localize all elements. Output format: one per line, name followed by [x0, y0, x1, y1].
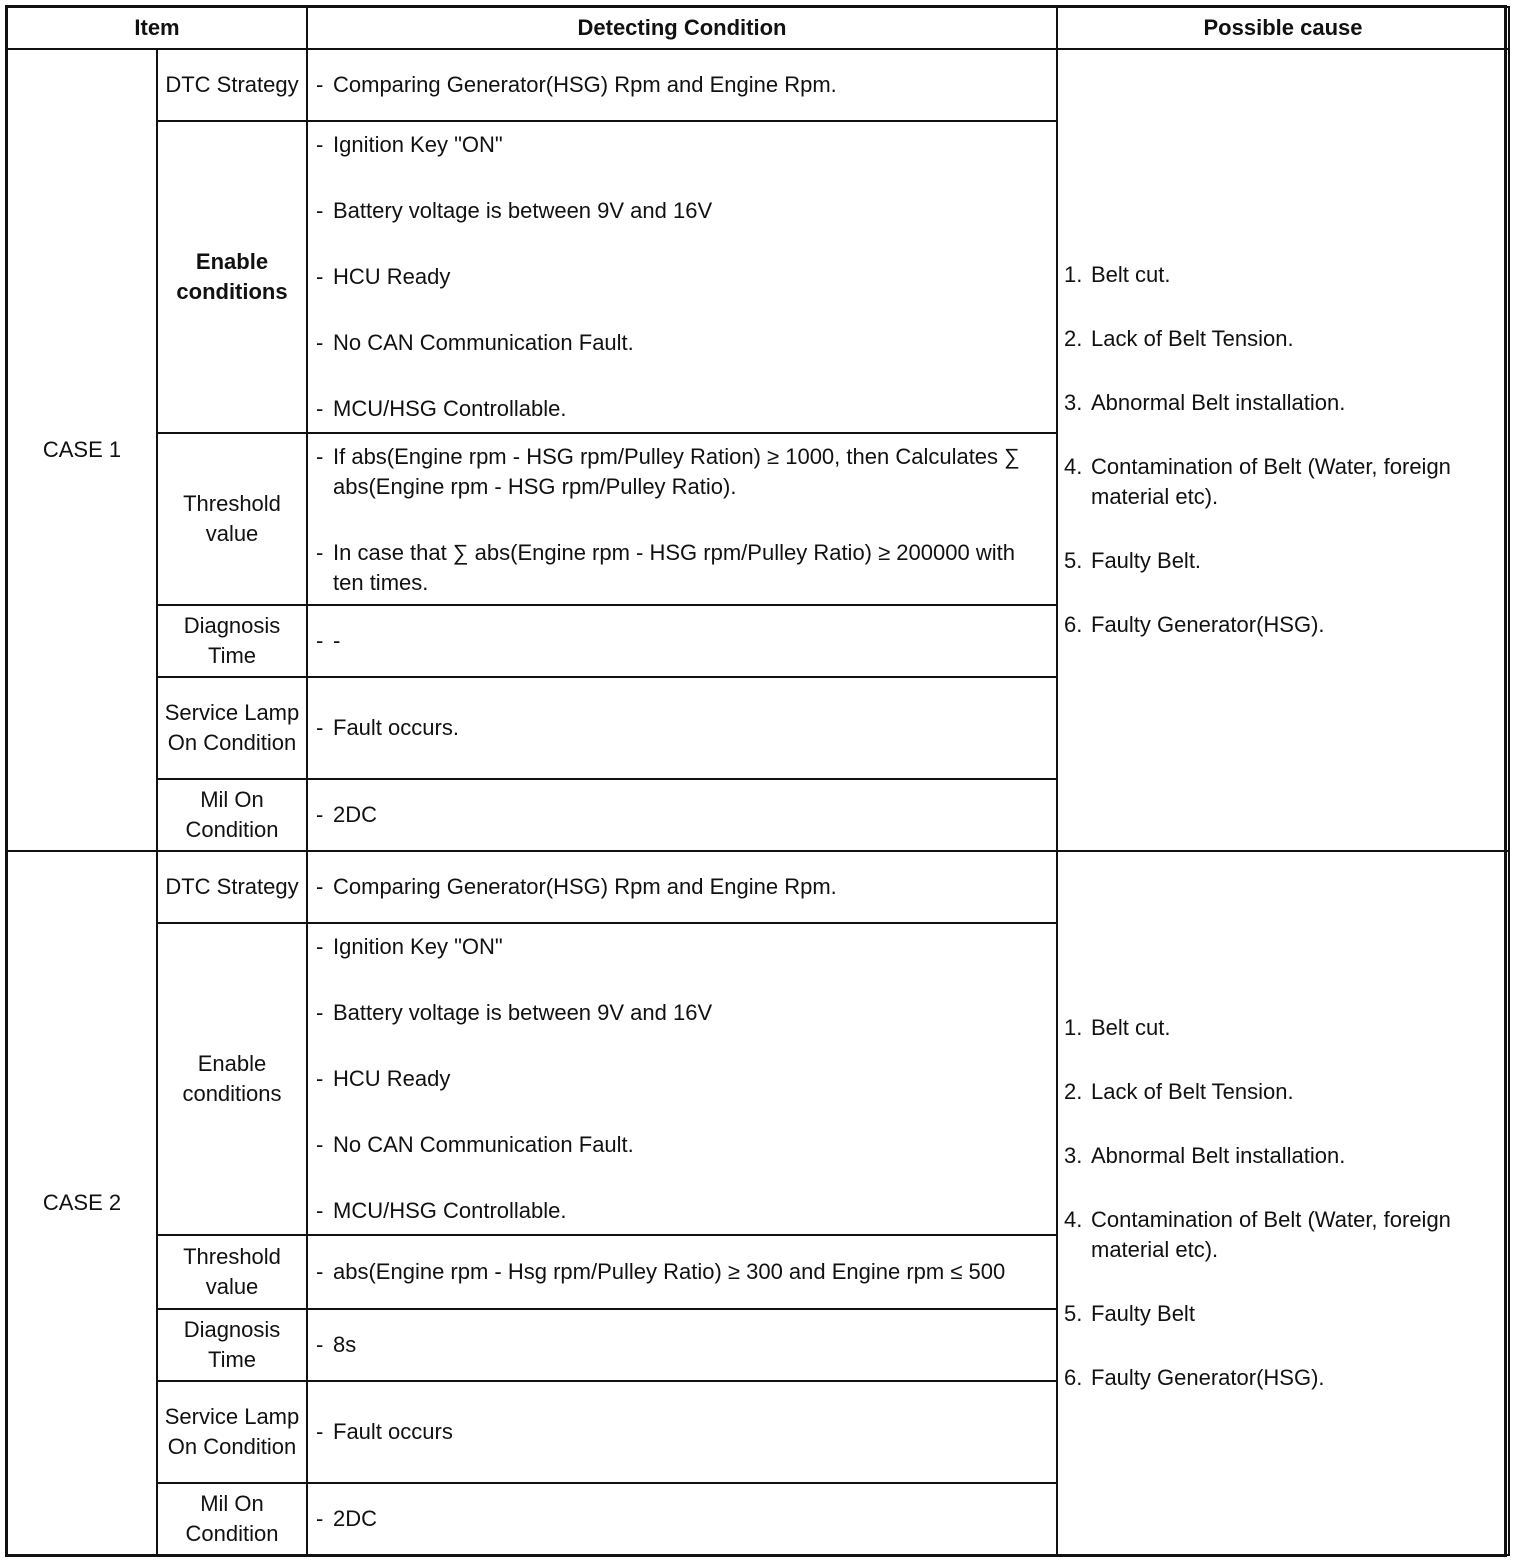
case2-diag-row: Diagnosis Time - 8s: [7, 1309, 1509, 1381]
dtc-table: [6, 6, 1510, 1556]
case1-enable-label: Enable conditions: [157, 121, 307, 433]
case1-causes: [1057, 49, 1509, 851]
enable-item: MCU/HSG Controllable.: [333, 1198, 567, 1223]
case2-lamp-row: Service Lamp On Condition - Fault occurs: [7, 1381, 1509, 1483]
case2-enable-label: Enable conditions: [157, 923, 307, 1235]
case1-threshold-label: Threshold value: [157, 433, 307, 605]
case2-lamp-value: Fault occurs: [333, 1419, 453, 1444]
cause-item: 2. Lack of Belt Tension.: [1064, 326, 1294, 351]
case1-mil-value: 2DC: [333, 802, 378, 827]
header-item: Item: [7, 7, 307, 49]
case2-mil-label: Mil On Condition: [157, 1483, 307, 1555]
case2-threshold-list: - abs(Engine rpm - Hsg rpm/Pulley Ratio) ≥ 300 and Engine rpm ≤ 500: [307, 1235, 1057, 1309]
cause-item: 4. Contamination of Belt (Water, foreign material etc).: [1064, 1207, 1451, 1262]
enable-item: HCU Ready: [333, 1066, 451, 1091]
case1-threshold-list: - If abs(Engine rpm - HSG rpm/Pulley Ration) ≥ 1000, then Calculates ∑ abs(Engine rpm - HSG rpm/Pulley Ratio). - In case that ∑ abs(Engine rpm - HSG rpm/Pulley Ratio) ≥ 200000 with ten times.: [307, 433, 1057, 605]
case1-enable-list: - Ignition Key "ON" - Battery voltage is between 9V and 16V - HCU Ready - No CAN Communication Fault. - MCU/HSG Controllable.: [307, 121, 1057, 433]
case1-dtc-row: CASE 1 DTC Strategy - Comparing Generator(HSG) Rpm and Engine Rpm. 1. Belt cut. 2. Lack of Belt Tension. 3. Abnormal Belt installation. 4. Contamination of Belt (Water, foreign material etc). 5. Faulty Belt. 6. Faulty Generator(HSG).: [7, 49, 1509, 121]
case2-dtc-label: DTC Strategy: [157, 851, 307, 923]
case2-threshold-label: Threshold value: [157, 1235, 307, 1309]
cause-item: 2. Lack of Belt Tension.: [1064, 1079, 1294, 1104]
cause-item: 1. Belt cut.: [1064, 1015, 1171, 1040]
case2-label: CASE 2: [7, 851, 157, 1555]
enable-item: Ignition Key "ON": [333, 934, 503, 959]
header-row: [7, 7, 1509, 49]
case2-diag-value: 8s: [333, 1332, 357, 1357]
case2-mil-value: 2DC: [333, 1506, 378, 1531]
case2-dtc-row: CASE 2 DTC Strategy - Comparing Generator(HSG) Rpm and Engine Rpm. 1. Belt cut. 2. Lack of Belt Tension. 3. Abnormal Belt installation. 4. Contamination of Belt (Water, foreign material etc). 5. Faulty Belt 6. Faulty Generator(HSG).: [7, 851, 1509, 923]
header-possible-cause: Possible cause: [1057, 7, 1509, 49]
cause-item: 6. Faulty Generator(HSG).: [1064, 612, 1325, 637]
cause-item: 6. Faulty Generator(HSG).: [1064, 1365, 1325, 1390]
cause-item: 4. Contamination of Belt (Water, foreign material etc).: [1064, 454, 1451, 509]
threshold-item: If abs(Engine rpm - HSG rpm/Pulley Ration) ≥ 1000, then Calculates ∑ abs(Engine rpm - HSG rpm/Pulley Ratio).: [333, 444, 1020, 499]
enable-item: Battery voltage is between 9V and 16V: [333, 1000, 713, 1025]
case1-lamp-label: Service Lamp On Condition: [157, 677, 307, 779]
case1-mil-row: Mil On Condition - 2DC: [7, 779, 1509, 851]
case1-dtc-value: Comparing Generator(HSG) Rpm and Engine Rpm.: [333, 72, 837, 97]
header-detecting-condition: Detecting Condition: [307, 7, 1057, 49]
enable-item: HCU Ready: [333, 264, 451, 289]
case1-dtc-label: DTC Strategy: [157, 49, 307, 121]
case1-lamp-value: Fault occurs.: [333, 715, 459, 740]
case2-causes: [1057, 851, 1509, 1555]
case1-diag-label: Diagnosis Time: [157, 605, 307, 677]
threshold-item: abs(Engine rpm - Hsg rpm/Pulley Ratio) ≥ 300 and Engine rpm ≤ 500: [333, 1259, 1006, 1284]
case1-diag-row: Diagnosis Time - -: [7, 605, 1509, 677]
case1-mil-label: Mil On Condition: [157, 779, 307, 851]
enable-item: No CAN Communication Fault.: [333, 330, 634, 355]
enable-item: Battery voltage is between 9V and 16V: [333, 198, 713, 223]
enable-item: MCU/HSG Controllable.: [333, 396, 567, 421]
case2-mil-row: Mil On Condition - 2DC: [7, 1483, 1509, 1555]
case1-label: CASE 1: [7, 49, 157, 851]
case2-lamp-label: Service Lamp On Condition: [157, 1381, 307, 1483]
case2-enable-list: - Ignition Key "ON" - Battery voltage is between 9V and 16V - HCU Ready - No CAN Communication Fault. - MCU/HSG Controllable.: [307, 923, 1057, 1235]
cause-item: 5. Faulty Belt: [1064, 1301, 1195, 1326]
case2-dtc-value: Comparing Generator(HSG) Rpm and Engine Rpm.: [333, 874, 837, 899]
threshold-item: In case that ∑ abs(Engine rpm - HSG rpm/Pulley Ratio) ≥ 200000 with ten times.: [333, 540, 1015, 595]
case2-diag-label: Diagnosis Time: [157, 1309, 307, 1381]
case1-diag-value: -: [333, 628, 341, 653]
case1-lamp-row: Service Lamp On Condition - Fault occurs.: [7, 677, 1509, 779]
cause-item: 3. Abnormal Belt installation.: [1064, 1143, 1346, 1168]
enable-item: No CAN Communication Fault.: [333, 1132, 634, 1157]
cause-item: 5. Faulty Belt.: [1064, 548, 1202, 573]
cause-item: 3. Abnormal Belt installation.: [1064, 390, 1346, 415]
enable-item: Ignition Key "ON": [333, 132, 503, 157]
cause-item: 1. Belt cut.: [1064, 262, 1171, 287]
